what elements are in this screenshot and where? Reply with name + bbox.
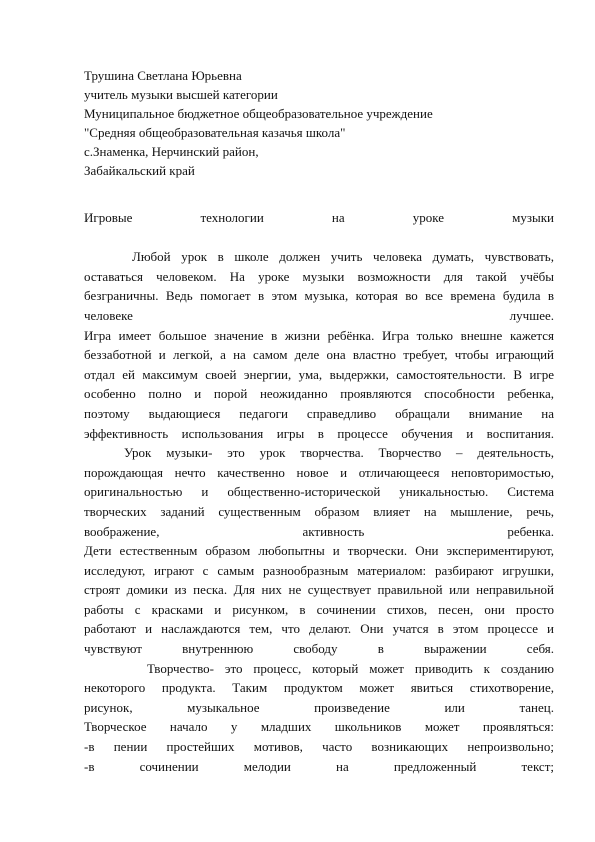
text-line: творческих заданий существенным образом влияет на мышление, речь, [84, 503, 554, 519]
text-line: Любой урок в школе должен учить человека думать, чувствовать, [132, 249, 554, 265]
text-line: -в сочинении мелодии на предложенный текст; [84, 758, 554, 774]
school-location: с.Знаменка, Нерчинский район, [84, 144, 259, 159]
text-line: рисунок, музыкальное произведение или танец. [84, 699, 554, 715]
school-name: "Средняя общеобразовательная казачья школа" [84, 125, 346, 140]
text-line: особенно полно и порой неожиданно проявляются способности ребенка, [84, 386, 554, 402]
text-line: оригинальностью и общественно-исторической уникальностью. Система [84, 484, 554, 500]
school-type: Муниципальное бюджетное общеобразовательное учреждение [84, 106, 433, 121]
author-position: учитель музыки высшей категории [84, 87, 278, 102]
text-line: Урок музыки- это урок творчества. Творчество – деятельность, [124, 445, 554, 461]
text-line: беззаботной и легкой, а на самом деле она властно требует, чтобы играющий [84, 347, 554, 363]
article-body [84, 208, 554, 776]
text-line: Дети естественным образом любопытны и творчески. Они экспериментируют, [84, 543, 554, 559]
text-line: работают и наслаждаются тем, что делают. Они учатся в этом процессе и [84, 621, 554, 637]
text-line: отдал ей максимум своей энергии, ума, выдержки, самостоятельности. В игре [84, 366, 554, 382]
text-line: человеке лучшее. [84, 307, 554, 323]
school-region: Забайкальский край [84, 163, 195, 178]
text-line: некоторого продукта. Таким продуктом может явиться стихотворение, [84, 680, 554, 696]
text-line: эффективность использования игры в процессе обучения и воспитания. [84, 425, 554, 441]
text-line: порождающая нечто качественно новое и отличающееся неповторимостью, [84, 464, 554, 480]
text-line: поэтому выдающиеся педагоги справедливо обращали внимание на [84, 405, 554, 421]
text-line: работы с красками и рисунком, в сочинении стихов, песен, они просто [84, 601, 554, 617]
text-line: исследуют, играют с самым разнообразным материалом: разбирают игрушки, [84, 562, 554, 578]
text-line: строят домики из песка. Для них не существует правильной или неправильной [84, 582, 554, 598]
author-block [84, 66, 544, 180]
text-line: Игра имеет большое значение в жизни ребёнка. Игра только внешне кажется [84, 327, 554, 343]
text-line: Творческое начало у младших школьников может проявляться: [84, 719, 554, 735]
author-name: Трушина Светлана Юрьевна [84, 68, 242, 83]
text-line: воображение, активность ребенка. [84, 523, 554, 539]
article-title: Игровые технологии на уроке музыки [84, 210, 554, 225]
spacer [84, 228, 554, 248]
text-line: безграничны. Ведь помогает в этом музыка, которая во все времена будила в [84, 288, 554, 304]
text-line: чувствуют внутреннюю свободу в выражении себя. [84, 641, 554, 657]
text-line: -в пении простейших мотивов, часто возникающих непроизвольно; [84, 739, 554, 755]
text-line: Творчество- это процесс, который может приводить к созданию [147, 660, 554, 676]
text-line: оставаться человеком. На уроке музыки возможности для такой учёбы [84, 268, 554, 284]
